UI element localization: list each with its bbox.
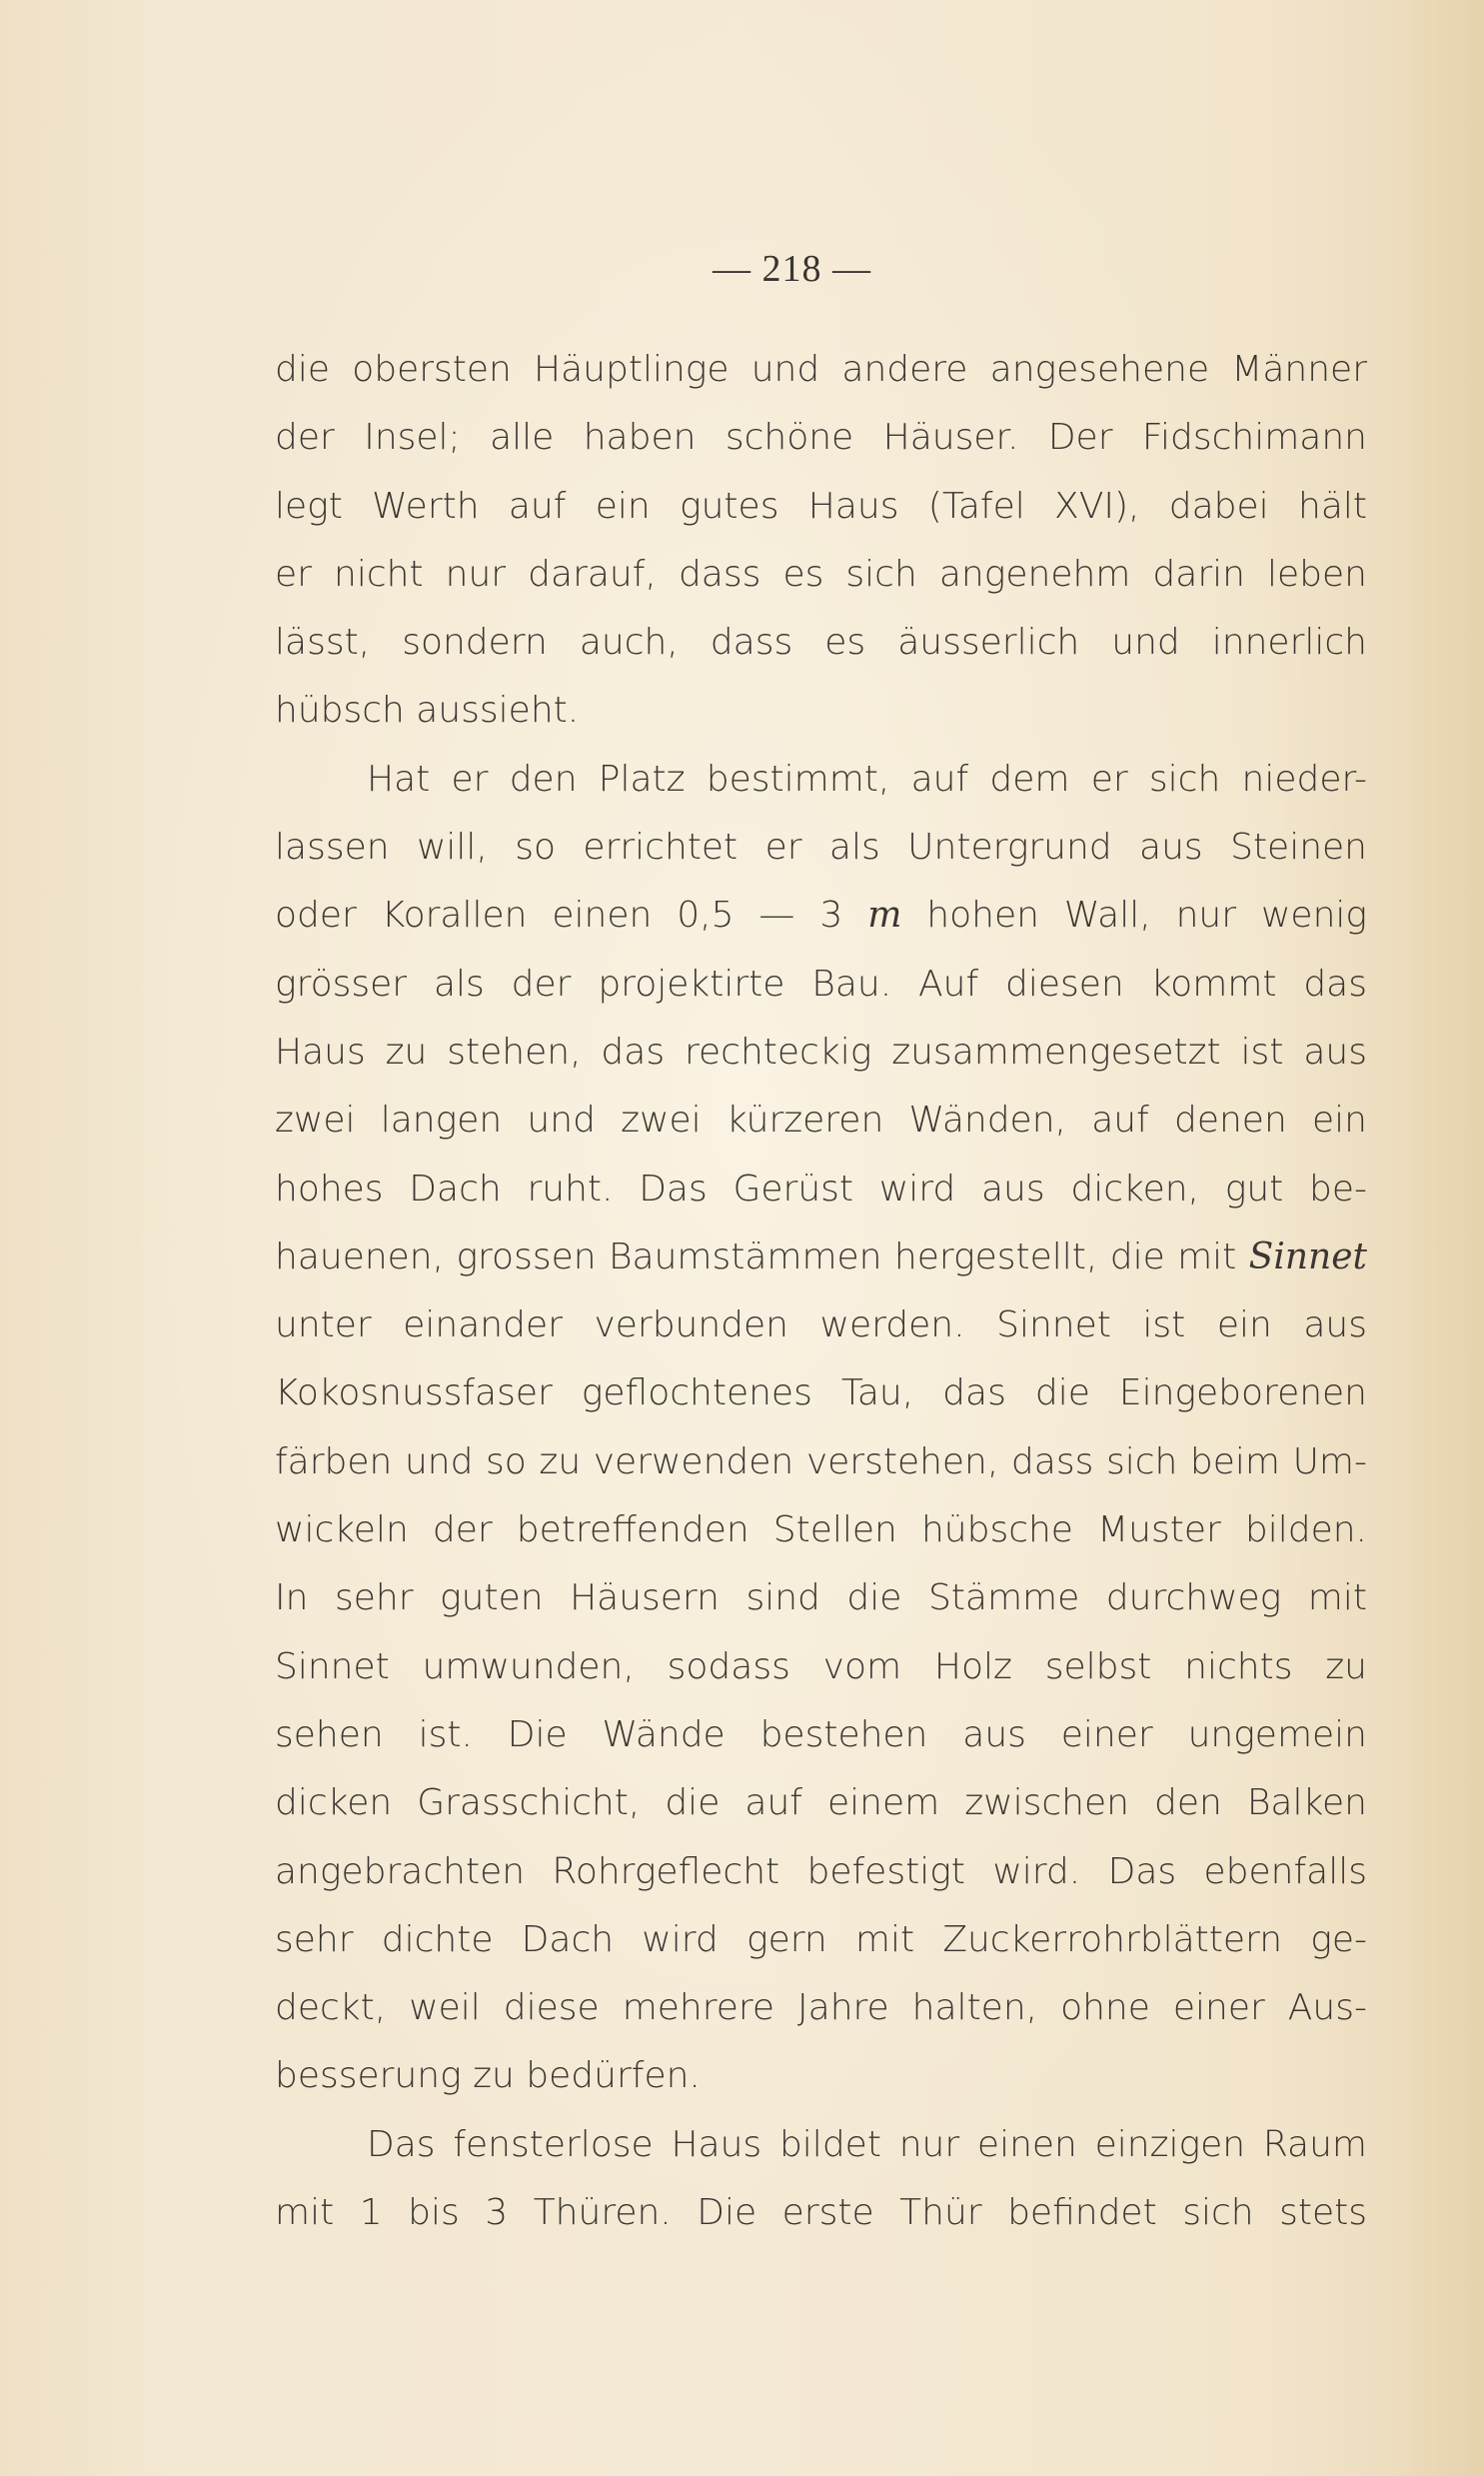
text-line — [275, 1224, 1367, 1291]
text-line: Das fensterlose Haus bildet nur einen einzigen Raum — [367, 2123, 1367, 2165]
text-line — [275, 882, 1367, 950]
text-segment: hohen Wall, nur wenig — [901, 895, 1367, 937]
text-line: grösser als der projektirte Bau. Auf diesen kommt das — [275, 963, 1367, 1005]
text-line: Sinnet umwunden, sodass vom Holz selbst nichts zu — [275, 1645, 1367, 1687]
text-line: die obersten Häuptlinge und andere angesehene Männer — [275, 349, 1367, 390]
text-line: hübsch aussieht. — [275, 690, 580, 732]
text-line: zwei langen und zwei kürzeren Wänden, auf denen ein — [275, 1100, 1367, 1142]
term-italic: Sinnet — [1248, 1236, 1367, 1277]
text-line: er nicht nur darauf, dass es sich angenehm darin leben — [275, 553, 1367, 595]
text-line: sehen ist. Die Wände bestehen aus einer ungemein — [275, 1713, 1367, 1755]
text-line: färben und so zu verwenden verstehen, dass sich beim Um- — [275, 1440, 1367, 1482]
unit-italic: m — [867, 895, 902, 937]
text-line: Kokosnussfaser geflochtenes Tau, das die Eingeborenen — [275, 1372, 1367, 1414]
text-line: besserung zu bedürfen. — [275, 2055, 701, 2097]
text-line: legt Werth auf ein gutes Haus (Tafel XVI), dabei hält — [275, 485, 1367, 527]
text-line: unter einander verbunden werden. Sinnet ist ein aus — [275, 1304, 1367, 1346]
page-number: — 218 — — [713, 248, 871, 290]
text-line: dicken Grasschicht, die auf einem zwischen den Balken — [275, 1782, 1367, 1824]
text-segment: hauenen, grossen Baumstämmen hergestellt, die mit — [275, 1236, 1249, 1277]
text-line: lassen will, so errichtet er als Untergrund aus Steinen — [275, 827, 1367, 869]
page-edge-shading — [1394, 0, 1484, 2476]
text-line: Haus zu stehen, das rechteckig zusammengesetzt ist aus — [275, 1031, 1367, 1073]
text-line: Hat er den Platz bestimmt, auf dem er sich nieder- — [367, 758, 1367, 800]
text-line: In sehr guten Häusern sind die Stämme durchweg mit — [275, 1577, 1367, 1619]
text-line: sehr dichte Dach wird gern mit Zuckerrohrblättern ge- — [275, 1918, 1367, 1960]
text-line: wickeln der betreffenden Stellen hübsche Muster bilden. — [275, 1509, 1367, 1551]
text-line: deckt, weil diese mehrere Jahre halten, ohne einer Aus- — [275, 1987, 1367, 2029]
body-text — [275, 336, 1367, 2247]
text-line: hohes Dach ruht. Das Gerüst wird aus dicken, gut be- — [275, 1168, 1367, 1210]
text-line: mit 1 bis 3 Thüren. Die erste Thür befindet sich stets — [275, 2192, 1367, 2234]
text-line: angebrachten Rohrgeflecht befestigt wird. Das ebenfalls — [275, 1850, 1367, 1892]
text-segment: oder Korallen einen 0,5 — 3 — [275, 895, 868, 937]
text-line: lässt, sondern auch, dass es äusserlich und innerlich — [275, 622, 1367, 664]
text-line: der Insel; alle haben schöne Häuser. Der Fidschimann — [275, 417, 1367, 459]
